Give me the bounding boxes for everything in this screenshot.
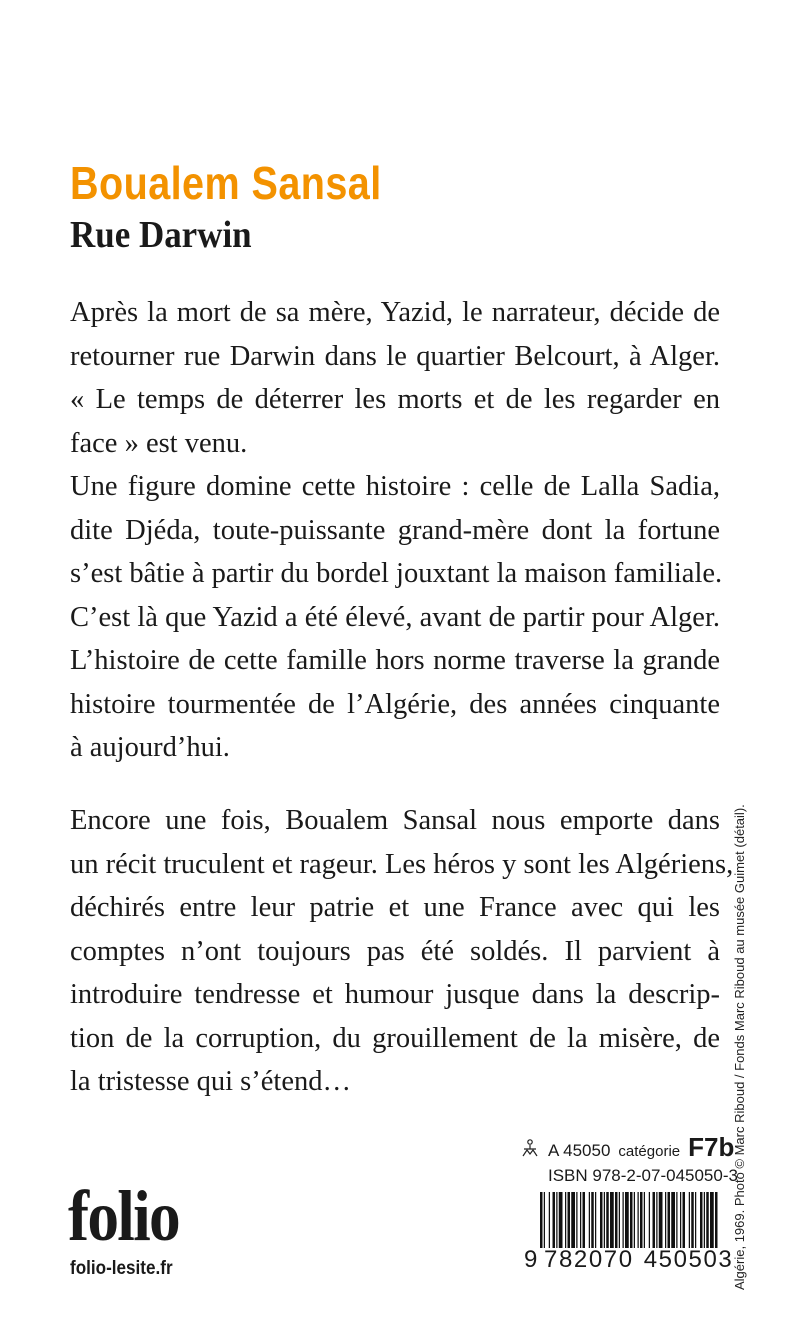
readers-icon <box>520 1139 540 1159</box>
barcode-bar <box>680 1192 681 1248</box>
text-line: histoire tourmentée de l’Algérie, des années cinquante <box>70 688 720 720</box>
barcode-bar <box>710 1192 714 1248</box>
barcode-bar <box>630 1192 633 1248</box>
barcode-bar <box>659 1192 663 1248</box>
barcode-bar <box>549 1192 550 1248</box>
barcode-bar <box>571 1192 575 1248</box>
publisher-website: folio-lesite.fr <box>70 1258 173 1279</box>
text-line: Une figure domine cette histoire : celle de Lalla Sadia, <box>70 471 720 502</box>
barcode-bar <box>589 1192 590 1248</box>
barcode-bar <box>600 1192 603 1248</box>
barcode-bar <box>559 1192 563 1248</box>
barcode-bar <box>553 1192 556 1248</box>
barcode-bar <box>556 1192 557 1248</box>
barcode-bar <box>606 1192 609 1248</box>
summary-paragraph-2 <box>70 799 734 1104</box>
barcode-bar <box>604 1192 605 1248</box>
text-line: retourner rue Darwin dans le quartier Belcourt, à Alger. <box>70 340 720 372</box>
barcode <box>538 1192 718 1248</box>
barcode-bar <box>676 1192 677 1248</box>
barcode-bar <box>715 1192 718 1248</box>
text-line: introduire tendresse et humour jusque dans la descrip- <box>70 979 720 1010</box>
barcode-bar <box>644 1192 645 1248</box>
text-line: C’est là que Yazid a été élevé, avant de partir pour Alger. <box>70 601 720 633</box>
barcode-bar <box>615 1192 618 1248</box>
barcode-bar <box>638 1192 639 1248</box>
barcode-bar <box>623 1192 624 1248</box>
category-label: catégorie <box>618 1143 681 1160</box>
barcode-bar <box>540 1192 543 1248</box>
author-name: Boualem Sansal <box>70 157 382 209</box>
barcode-bar <box>683 1192 686 1248</box>
text-line: Après la mort de sa mère, Yazid, le narrateur, décide de <box>70 297 720 328</box>
barcode-bar <box>695 1192 696 1248</box>
barcode-bar <box>576 1192 577 1248</box>
text-line: à aujourd’hui. <box>70 732 230 763</box>
barcode-bar <box>610 1192 614 1248</box>
text-line: comptes n’ont toujours pas été soldés. Il parvient à <box>70 935 720 967</box>
barcode-bar <box>704 1192 705 1248</box>
barcode-bar <box>591 1192 594 1248</box>
text-line: tion de la corruption, du grouillement de la misère, de <box>70 1022 720 1054</box>
text-line: « Le temps de déterrer les morts et de les regarder en <box>70 384 720 415</box>
barcode-group-2: 450503 <box>643 1246 734 1273</box>
text-line: face » est venu. <box>70 427 248 459</box>
barcode-bar <box>568 1192 571 1248</box>
folio-logo: folio <box>68 1176 179 1256</box>
barcode-bar <box>706 1192 709 1248</box>
barcode-bar <box>649 1192 650 1248</box>
barcode-bar <box>619 1192 620 1248</box>
barcode-bar <box>544 1192 545 1248</box>
barcode-bar <box>668 1192 671 1248</box>
summary-paragraph-1 <box>70 291 723 770</box>
barcode-bar <box>595 1192 596 1248</box>
barcode-bar <box>665 1192 666 1248</box>
text-line: L’histoire de cette famille hors norme traverse la grande <box>70 645 720 676</box>
barcode-bar <box>640 1192 643 1248</box>
text-line: dite Djéda, toute-puissante grand-mère dont la fortune <box>70 514 720 546</box>
barcode-bar <box>656 1192 657 1248</box>
text-line: un récit truculent et rageur. Les héros y sont les Algériens, <box>70 848 734 880</box>
barcode-bar <box>634 1192 635 1248</box>
catalog-code: A 45050 <box>548 1141 611 1160</box>
barcode-bar <box>671 1192 675 1248</box>
isbn: ISBN 978-2-07-045050-3 <box>548 1166 738 1185</box>
text-line: déchirés entre leur patrie et une France avec qui les <box>70 892 720 923</box>
text-line: la tristesse qui s’étend… <box>70 1066 351 1097</box>
barcode-bar <box>653 1192 656 1248</box>
barcode-bar <box>625 1192 629 1248</box>
photo-credit: Algérie, 1969. Photo © Marc Riboud / Fonds Marc Riboud au musée Guimet (détail). <box>732 804 747 1290</box>
category-value: F7b <box>688 1132 735 1162</box>
barcode-group-1: 782070 <box>544 1246 634 1273</box>
text-line: s’est bâtie à partir du bordel jouxtant la maison familiale. <box>70 558 723 589</box>
barcode-bar <box>583 1192 586 1248</box>
barcode-bar <box>565 1192 566 1248</box>
barcode-bar <box>691 1192 694 1248</box>
barcode-digits <box>524 1246 733 1274</box>
catalog-code-row <box>520 1132 734 1163</box>
book-title: Rue Darwin <box>70 214 252 256</box>
barcode-first-digit: 9 <box>524 1246 538 1273</box>
text-line: Encore une fois, Boualem Sansal nous emporte dans <box>70 805 720 836</box>
barcode-bar <box>580 1192 581 1248</box>
barcode-bar <box>689 1192 690 1248</box>
barcode-bar <box>700 1192 703 1248</box>
